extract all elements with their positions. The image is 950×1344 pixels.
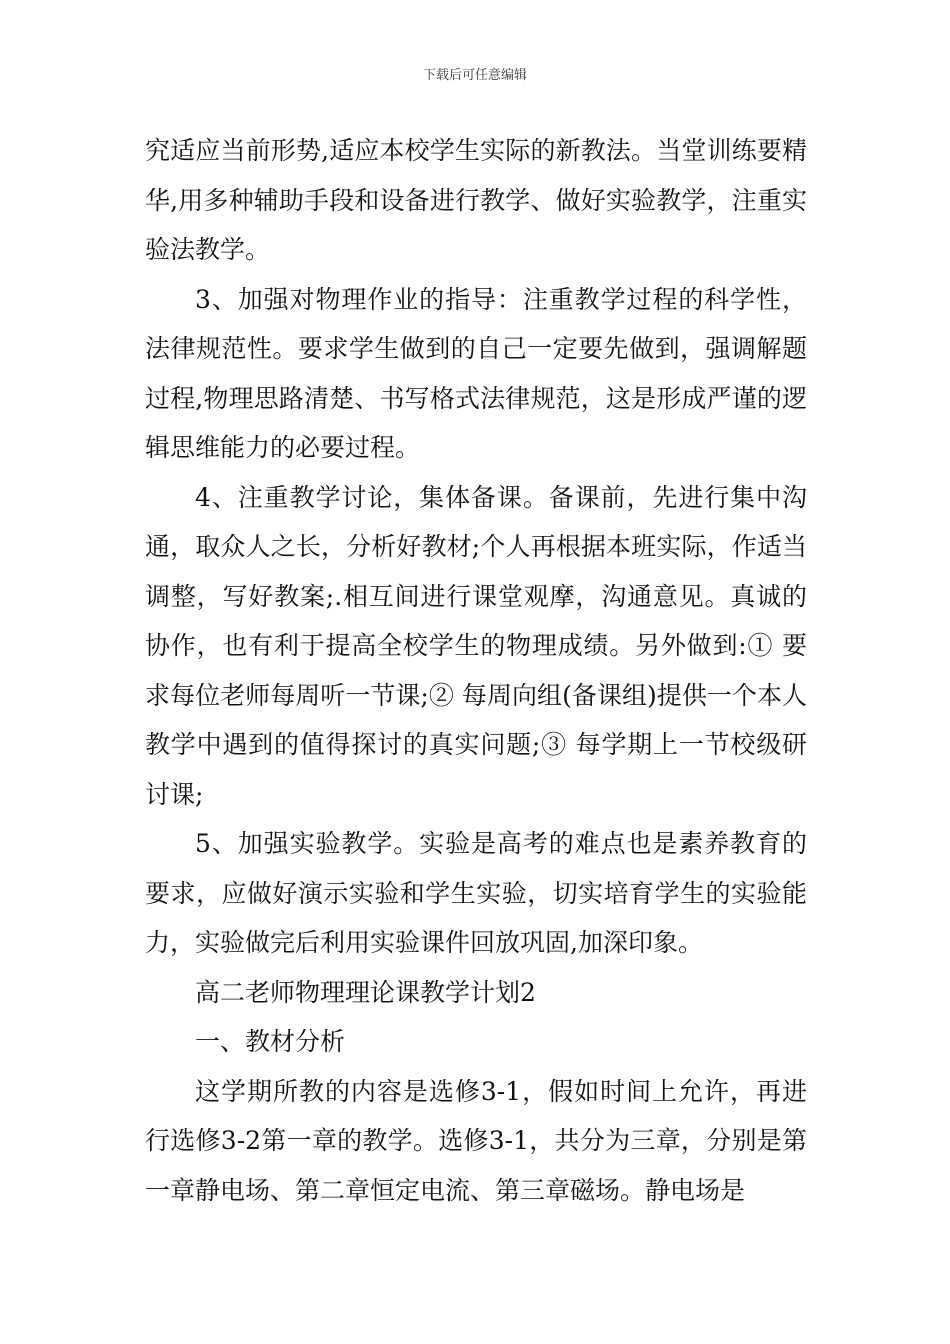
paragraph-item-5: 5、加强实验教学。实验是高考的难点也是素养教育的要求，应做好演示实验和学生实验，切实培育学生的实验能力，实验做完后利用实验课件回放巩固,加深印象。 (145, 829, 807, 957)
paragraph-item-4: 4、注重教学讨论，集体备课。备课前，先进行集中沟通，取众人之长，分析好教材;个人再根据本班实际，作适当调整，写好教案;.相互间进行课堂观摩，沟通意见。真诚的协作，也有利于提高全校学生的物理成绩。另外做到:① 要求每位老师每周听一节课;② 每周向组(备课组)提供一个本人教学中遇到的值得探讨的真实问题;③ 每学期上一节校级研讨课; (145, 482, 807, 809)
document-body (145, 126, 807, 1215)
paragraph-textbook-analysis: 这学期所教的内容是选修3-1，假如时间上允许，再进行选修3-2第一章的教学。选修3-1，共分为三章，分别是第一章静电场、第二章恒定电流、第三章磁场。静电场是 (145, 1076, 807, 1205)
section-heading-textbook-analysis: 一、教材分析 (195, 1027, 346, 1056)
page-header-note: 下载后可任意编辑 (422, 68, 527, 83)
paragraph-item-3: 3、加强对物理作业的指导：注重教学过程的科学性，法律规范性。要求学生做到的自己一定要先做到，强调解题过程,物理思路清楚、书写格式法律规范，这是形成严谨的逻辑思维能力的必要过程。 (145, 284, 807, 462)
paragraph-continuation: 究适应当前形势,适应本校学生实际的新教法。当堂训练要精华,用多种辅助手段和设备进行教学、做好实验教学，注重实验法教学。 (145, 136, 807, 264)
section-title: 高二老师物理理论课教学计划2 (195, 977, 536, 1007)
